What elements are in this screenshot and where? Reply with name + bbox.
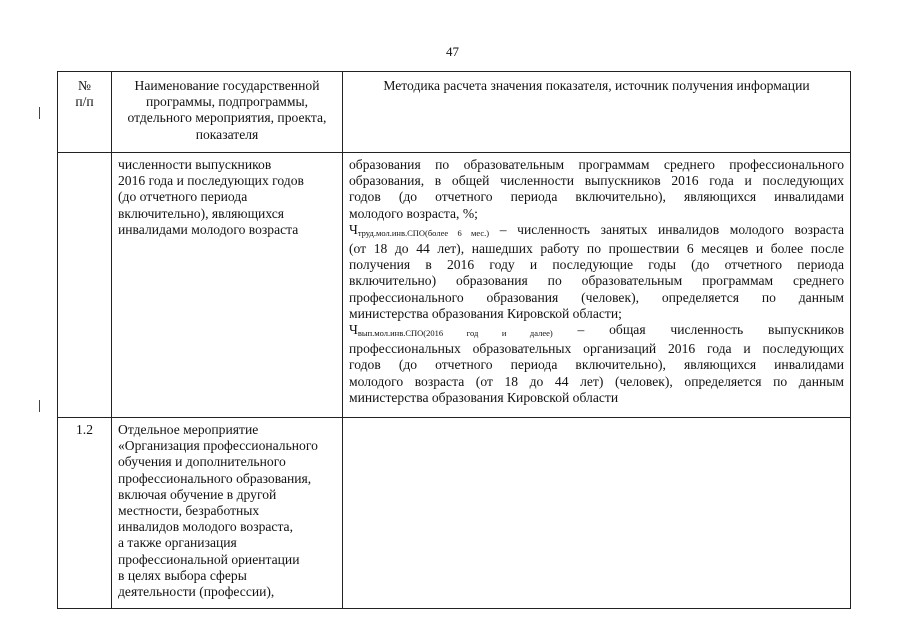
header-method-cell <box>343 72 851 153</box>
row2-name-line: инвалидов молодого возраста, <box>118 519 293 535</box>
row2-name-line: «Организация профессионального <box>118 438 318 454</box>
method-line: образования по образовательным программам среднего профессионального <box>349 157 844 172</box>
method-line: молодого возраста (от 18 до 44 лет) (человек), определяется по данным <box>349 373 844 389</box>
table-header-row <box>58 72 851 153</box>
var1-symbol: Ч <box>349 221 358 237</box>
method-line: министерства образования Кировской области <box>349 389 619 405</box>
method-line: министерства образования Кировской области; <box>349 305 622 321</box>
row2-num-cell: 1.2 <box>58 418 112 609</box>
margin-mark-top <box>39 107 40 119</box>
method-line: молодого возраста, %; <box>349 205 478 221</box>
row2-method-cell <box>343 418 851 609</box>
page-number: 47 <box>446 44 459 59</box>
row1-num-cell <box>58 153 112 418</box>
row2-name-line: обучения и дополнительного <box>118 454 286 470</box>
row2-name-line: в целях выбора сферы <box>118 567 247 583</box>
method-line: получения в 2016 году и последующие годы (до отчетного периода <box>349 257 844 273</box>
method-line: годов (до отчетного периода включительно), являющихся инвалидами <box>349 357 844 373</box>
header-name-line: отдельного мероприятия, проекта, <box>127 110 327 126</box>
var2-text: – общая численность выпускников <box>552 322 844 338</box>
margin-mark-bottom <box>39 400 40 412</box>
method-line: включительно) образования по образовательным программам среднего <box>349 273 844 289</box>
row1-name-line: численности выпускников <box>118 157 272 172</box>
var1-text: – численность занятых инвалидов молодого возраста <box>489 221 844 237</box>
header-name-cell <box>112 72 343 153</box>
header-num-cell <box>58 72 112 153</box>
header-name-line: программы, подпрограммы, <box>145 94 309 110</box>
row2-name-line: деятельности (профессии), <box>118 584 275 600</box>
row1-method-cell <box>343 153 851 418</box>
var2-first-line <box>349 322 844 341</box>
header-num-line: п/п <box>75 94 94 110</box>
indicator-table <box>57 71 851 609</box>
row2-name-line: Отдельное мероприятие <box>118 422 259 437</box>
table-row <box>58 153 851 418</box>
var1-subscript: труд.мол.инв.СПО(более 6 мес.) <box>357 227 490 238</box>
var1-first-line <box>349 222 844 241</box>
var2-symbol: Ч <box>349 322 358 338</box>
row1-name-cell <box>112 153 343 418</box>
row1-name-line: (до отчетного периода <box>118 189 248 205</box>
row2-name-cell <box>112 418 343 609</box>
row2-name-line: профессионального образования, <box>118 470 312 486</box>
row2-name-line: местности, безработных <box>118 503 260 519</box>
method-line: (от 18 до 44 лет), нашедших работу по прошествии 6 месяцев и более после <box>349 241 844 257</box>
header-name-line: Наименование государственной <box>134 78 320 93</box>
row2-name-line: профессиональной ориентации <box>118 551 300 567</box>
table-row <box>58 418 851 609</box>
method-line: образования, в общей численности выпускников 2016 года и последующих <box>349 173 844 189</box>
header-method-text: Методика расчета значения показателя, источник получения информации <box>383 78 810 93</box>
row1-name-line: включительно), являющихся <box>118 205 285 221</box>
method-line: профессиональных образовательных организаций 2016 года и последующих <box>349 341 844 357</box>
method-line: годов (до отчетного периода включительно), являющихся инвалидами <box>349 189 844 205</box>
row1-name-line: 2016 года и последующих годов <box>118 173 304 189</box>
header-num-line: № <box>78 78 91 93</box>
row1-name-line: инвалидами молодого возраста <box>118 221 299 237</box>
var2-subscript: вып.мол.инв.СПО(2016 год и далее) <box>357 328 553 339</box>
header-name-line: показателя <box>195 126 259 142</box>
method-line: профессионального образования (человек), определяется по данным <box>349 289 844 305</box>
row2-name-line: а также организация <box>118 535 237 551</box>
row2-name-line: включая обучение в другой <box>118 486 277 502</box>
